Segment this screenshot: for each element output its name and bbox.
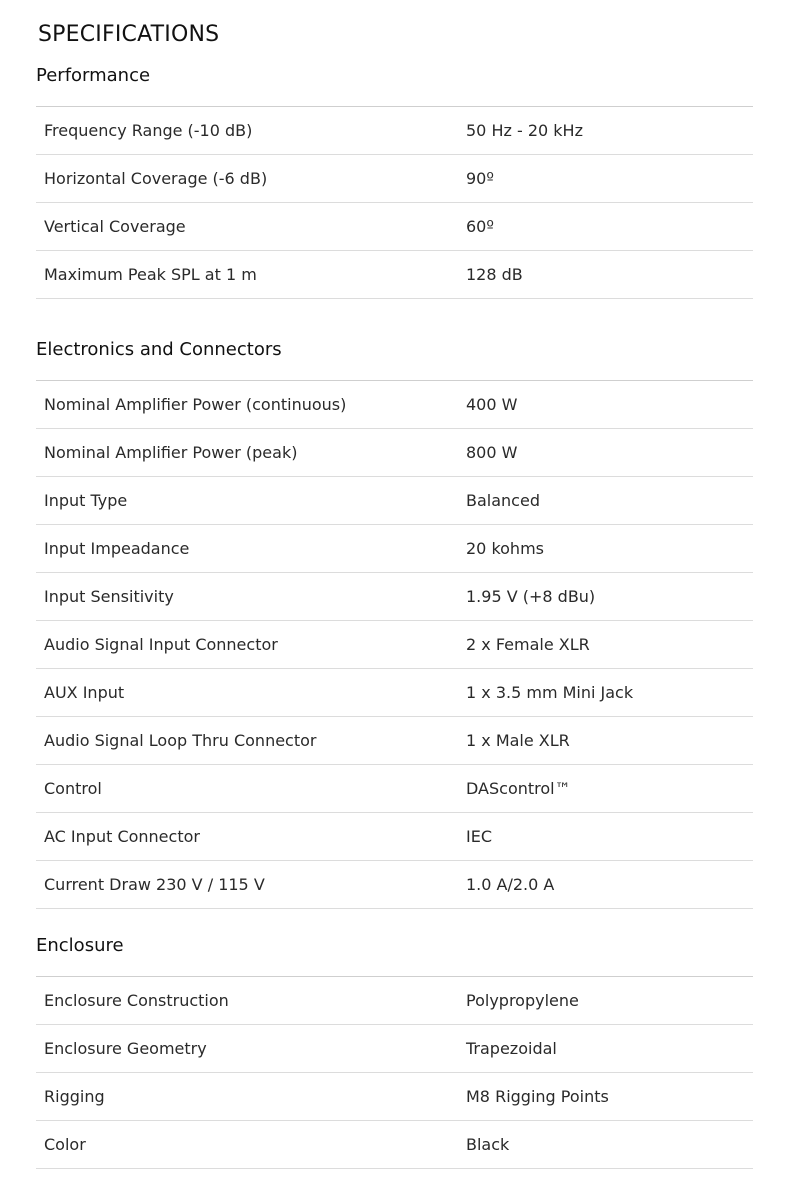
performance-section: [36, 64, 753, 299]
spec-value: 1 x 3.5 mm Mini Jack: [466, 683, 634, 702]
spec-row: [36, 621, 753, 669]
spec-value: Polypropylene: [466, 991, 579, 1010]
spec-value: M8 Rigging Points: [466, 1087, 609, 1106]
spec-value: DAScontrol™: [466, 779, 571, 798]
page-title: SPECIFICATIONS: [38, 22, 220, 47]
spec-row: [36, 669, 753, 717]
spec-label: Vertical Coverage: [44, 217, 186, 236]
spec-row: [36, 1025, 753, 1073]
spec-label: Current Draw 230 V / 115 V: [44, 875, 265, 894]
section-title: Enclosure: [36, 935, 124, 956]
spec-row: [36, 813, 753, 861]
spec-value: 1.0 A/2.0 A: [466, 875, 555, 894]
spec-value: 800 W: [466, 443, 518, 462]
spec-value: 50 Hz - 20 kHz: [466, 121, 583, 140]
spec-row: [36, 251, 753, 299]
spec-value: Balanced: [466, 491, 540, 510]
spec-label: Audio Signal Loop Thru Connector: [44, 731, 317, 750]
spec-value: Trapezoidal: [466, 1039, 557, 1058]
spec-label: Enclosure Construction: [44, 991, 229, 1010]
spec-row: [36, 861, 753, 909]
enclosure-section: [36, 934, 753, 1169]
spec-value: Black: [466, 1135, 510, 1154]
electronics-section: [36, 338, 753, 909]
spec-value: 2 x Female XLR: [466, 635, 590, 654]
spec-table: [36, 106, 753, 299]
section-title: Electronics and Connectors: [36, 339, 282, 360]
spec-value: 400 W: [466, 395, 518, 414]
spec-row: [36, 717, 753, 765]
spec-label: Rigging: [44, 1087, 105, 1106]
spec-value: IEC: [466, 827, 492, 846]
spec-label: Control: [44, 779, 102, 798]
spec-row: [36, 155, 753, 203]
spec-row: [36, 107, 753, 155]
spec-label: Input Type: [44, 491, 128, 510]
spec-label: AUX Input: [44, 683, 125, 702]
spec-label: Enclosure Geometry: [44, 1039, 207, 1058]
spec-label: Maximum Peak SPL at 1 m: [44, 265, 257, 284]
spec-label: Nominal Amplifier Power (continuous): [44, 395, 347, 414]
spec-label: AC Input Connector: [44, 827, 200, 846]
spec-label: Horizontal Coverage (-6 dB): [44, 169, 268, 188]
spec-value: 20 kohms: [466, 539, 544, 558]
spec-label: Audio Signal Input Connector: [44, 635, 278, 654]
spec-value: 90º: [466, 169, 494, 188]
spec-label: Nominal Amplifier Power (peak): [44, 443, 298, 462]
spec-row: [36, 203, 753, 251]
spec-value: 128 dB: [466, 265, 523, 284]
spec-value: 1.95 V (+8 dBu): [466, 587, 596, 606]
section-title: Performance: [36, 65, 151, 86]
spec-row: [36, 429, 753, 477]
spec-label: Frequency Range (-10 dB): [44, 121, 253, 140]
spec-table: [36, 380, 753, 909]
spec-row: [36, 525, 753, 573]
spec-row: [36, 1121, 753, 1169]
spec-row: [36, 765, 753, 813]
spec-value: 60º: [466, 217, 494, 236]
spec-row: [36, 477, 753, 525]
spec-row: [36, 1073, 753, 1121]
spec-row: [36, 977, 753, 1025]
spec-row: [36, 381, 753, 429]
spec-row: [36, 573, 753, 621]
spec-label: Input Impeadance: [44, 539, 190, 558]
spec-label: Color: [44, 1135, 86, 1154]
spec-table: [36, 976, 753, 1169]
spec-label: Input Sensitivity: [44, 587, 174, 606]
spec-value: 1 x Male XLR: [466, 731, 570, 750]
